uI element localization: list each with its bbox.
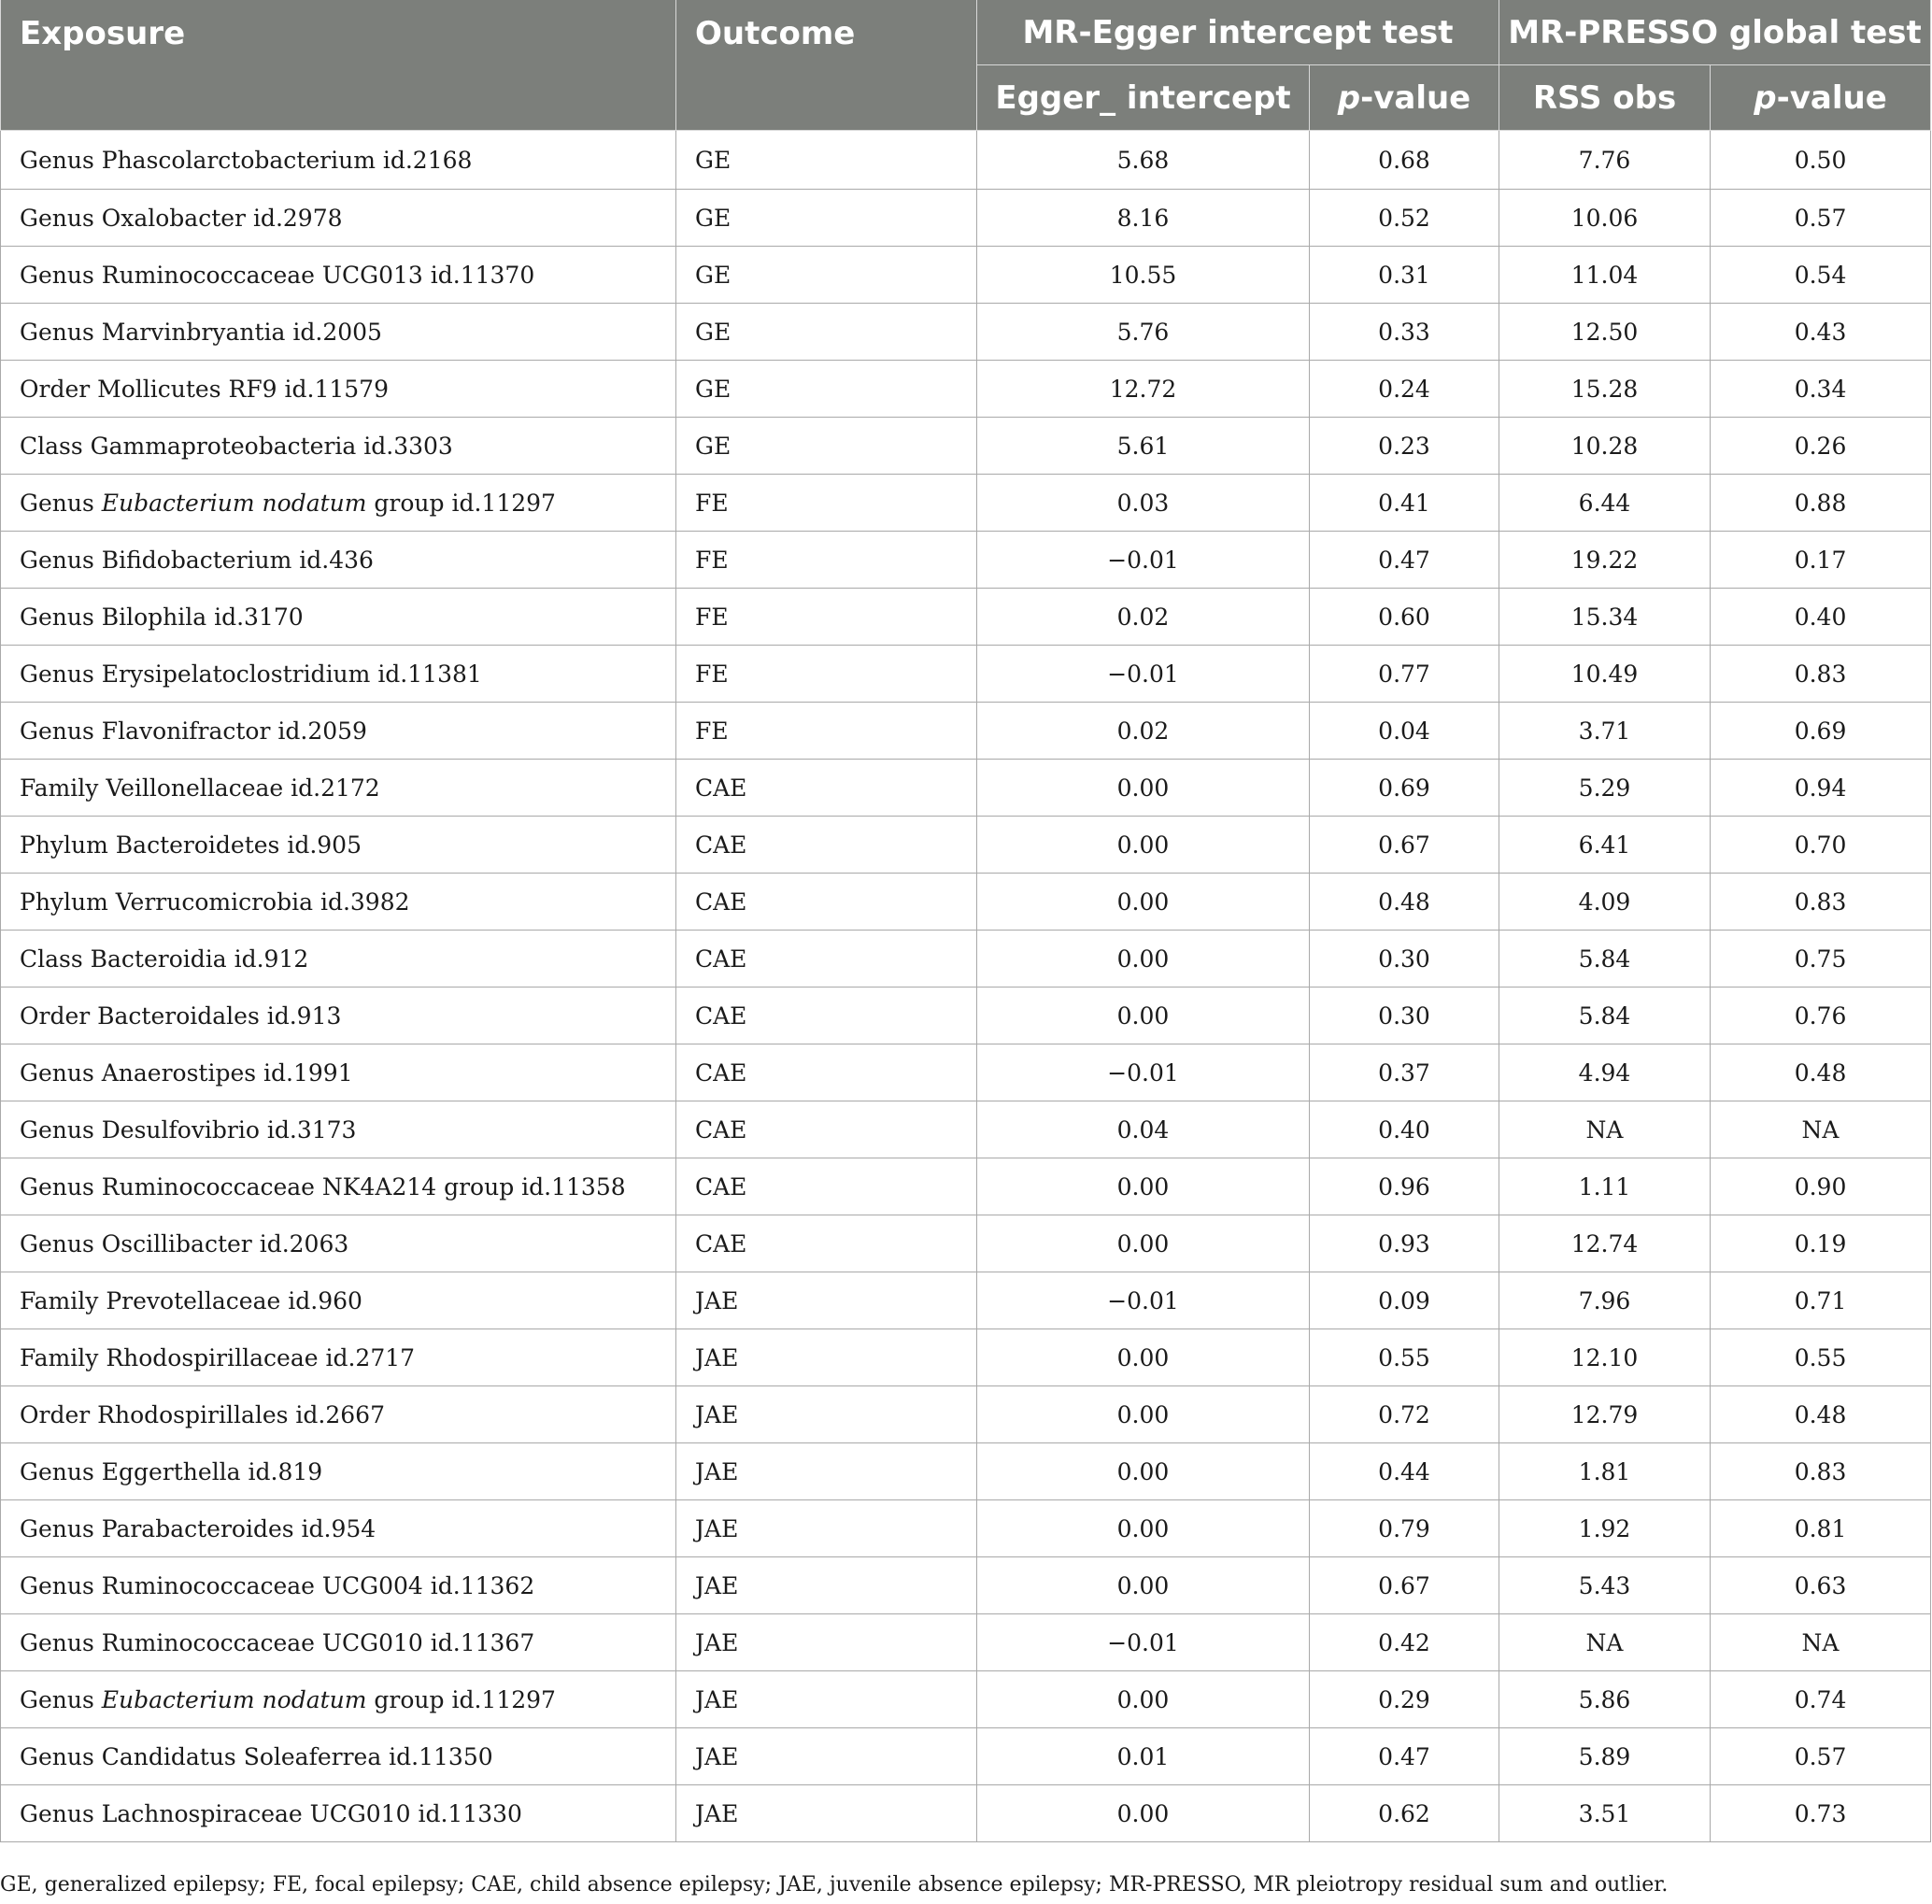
cell-outcome: FE [676,532,977,589]
exposure-text: Genus Oscillibacter id.2063 [20,1229,349,1257]
cell-presso-p-value: 0.17 [1711,532,1931,589]
cell-outcome: GE [676,418,977,475]
cell-rss-obs: 1.81 [1499,1443,1711,1500]
cell-egger-p-value: 0.55 [1310,1329,1499,1386]
cell-exposure [1,304,676,361]
cell-presso-p-value: NA [1711,1101,1931,1158]
cell-rss-obs: 7.76 [1499,131,1711,190]
cell-egger-intercept: −0.01 [977,1044,1310,1101]
table-row [1,304,1931,361]
table-row [1,247,1931,304]
cell-rss-obs: NA [1499,1101,1711,1158]
cell-outcome: GE [676,190,977,247]
exposure-text: Genus Erysipelatoclostridium id.11381 [20,660,482,688]
cell-rss-obs: 5.89 [1499,1728,1711,1785]
cell-presso-p-value: 0.57 [1711,190,1931,247]
cell-exposure [1,1329,676,1386]
exposure-text: Class Bacteroidia id.912 [20,945,309,973]
table-row [1,988,1931,1044]
cell-egger-p-value: 0.67 [1310,1557,1499,1614]
cell-egger-intercept: 0.03 [977,475,1310,532]
cell-outcome: JAE [676,1785,977,1842]
cell-egger-intercept: 0.00 [977,931,1310,988]
table-row [1,1158,1931,1215]
cell-egger-p-value: 0.77 [1310,646,1499,703]
cell-rss-obs: 4.94 [1499,1044,1711,1101]
cell-egger-intercept: 0.04 [977,1101,1310,1158]
cell-rss-obs: 3.51 [1499,1785,1711,1842]
cell-egger-intercept: 0.00 [977,760,1310,817]
cell-rss-obs: 5.29 [1499,760,1711,817]
exposure-text: Genus [20,1685,102,1713]
exposure-text: Genus Ruminococcaceae UCG004 id.11362 [20,1571,535,1599]
cell-exposure [1,1158,676,1215]
cell-egger-intercept: 0.01 [977,1728,1310,1785]
cell-outcome: CAE [676,988,977,1044]
table-row [1,1272,1931,1329]
cell-exposure [1,589,676,646]
exposure-text: Genus Desulfovibrio id.3173 [20,1115,357,1144]
cell-outcome: JAE [676,1671,977,1728]
cell-exposure [1,247,676,304]
cell-exposure [1,874,676,931]
cell-egger-p-value: 0.69 [1310,760,1499,817]
exposure-text-suffix: group id.11297 [366,1685,556,1713]
cell-egger-intercept: 0.00 [977,1386,1310,1443]
cell-egger-p-value: 0.67 [1310,817,1499,874]
cell-outcome: FE [676,646,977,703]
cell-presso-p-value: 0.34 [1711,361,1931,418]
table-row [1,646,1931,703]
cell-exposure [1,646,676,703]
cell-exposure [1,475,676,532]
cell-exposure [1,1671,676,1728]
header-egger-p-value [1310,65,1499,131]
cell-egger-intercept: 8.16 [977,190,1310,247]
cell-exposure [1,1443,676,1500]
cell-outcome: CAE [676,1044,977,1101]
cell-rss-obs: 5.84 [1499,931,1711,988]
table-row [1,760,1931,817]
cell-egger-intercept: 5.76 [977,304,1310,361]
cell-outcome: JAE [676,1386,977,1443]
cell-egger-intercept: 0.00 [977,1329,1310,1386]
cell-outcome: GE [676,304,977,361]
cell-egger-p-value: 0.30 [1310,988,1499,1044]
cell-egger-p-value: 0.31 [1310,247,1499,304]
cell-egger-intercept: 0.00 [977,874,1310,931]
cell-egger-p-value: 0.72 [1310,1386,1499,1443]
cell-rss-obs: 15.28 [1499,361,1711,418]
exposure-text: Genus Ruminococcaceae UCG010 id.11367 [20,1628,535,1656]
cell-rss-obs: 11.04 [1499,247,1711,304]
cell-egger-intercept: 12.72 [977,361,1310,418]
cell-exposure [1,1728,676,1785]
cell-exposure [1,931,676,988]
cell-exposure [1,1500,676,1557]
table-row [1,931,1931,988]
header-mr-presso-group: MR-PRESSO global test [1499,0,1931,65]
table-row [1,1500,1931,1557]
exposure-text: Genus Ruminococcaceae NK4A214 group id.11358 [20,1172,626,1201]
cell-egger-intercept: 0.00 [977,1215,1310,1272]
cell-outcome: JAE [676,1728,977,1785]
cell-outcome: CAE [676,1158,977,1215]
cell-exposure [1,361,676,418]
cell-rss-obs: 4.09 [1499,874,1711,931]
cell-egger-intercept: −0.01 [977,1272,1310,1329]
header-presso-p-value [1711,65,1931,131]
cell-presso-p-value: 0.73 [1711,1785,1931,1842]
cell-presso-p-value: 0.90 [1711,1158,1931,1215]
cell-egger-p-value: 0.52 [1310,190,1499,247]
cell-egger-intercept: −0.01 [977,1614,1310,1671]
exposure-text: Genus Flavonifractor id.2059 [20,717,367,745]
table-row [1,475,1931,532]
cell-presso-p-value: 0.74 [1711,1671,1931,1728]
cell-egger-intercept: 0.02 [977,703,1310,760]
table-row [1,1044,1931,1101]
exposure-text: Genus Oxalobacter id.2978 [20,204,343,232]
table-footnote: GE, generalized epilepsy; FE, focal epilepsy; CAE, child absence epilepsy; JAE, juvenile absence epilepsy; MR-PRESSO, MR pleiotropy residual sum and outlier. [0,1873,1669,1897]
cell-egger-p-value: 0.62 [1310,1785,1499,1842]
cell-egger-p-value: 0.96 [1310,1158,1499,1215]
exposure-text: Genus Eggerthella id.819 [20,1457,323,1485]
cell-egger-intercept: 10.55 [977,247,1310,304]
cell-presso-p-value: 0.63 [1711,1557,1931,1614]
cell-exposure [1,988,676,1044]
cell-rss-obs: 7.96 [1499,1272,1711,1329]
cell-egger-p-value: 0.33 [1310,304,1499,361]
cell-presso-p-value: 0.69 [1711,703,1931,760]
cell-exposure [1,1272,676,1329]
p-italic: p [1337,78,1361,117]
cell-presso-p-value: 0.26 [1711,418,1931,475]
cell-presso-p-value: 0.71 [1711,1272,1931,1329]
cell-exposure [1,760,676,817]
table-row [1,1329,1931,1386]
cell-egger-p-value: 0.30 [1310,931,1499,988]
cell-exposure [1,1044,676,1101]
cell-rss-obs: 10.49 [1499,646,1711,703]
cell-presso-p-value: 0.88 [1711,475,1931,532]
cell-presso-p-value: 0.19 [1711,1215,1931,1272]
cell-egger-intercept: 0.00 [977,1671,1310,1728]
cell-rss-obs: 5.84 [1499,988,1711,1044]
cell-egger-intercept: 0.00 [977,1500,1310,1557]
cell-exposure [1,1386,676,1443]
cell-exposure [1,703,676,760]
cell-presso-p-value: NA [1711,1614,1931,1671]
exposure-text: Family Veillonellaceae id.2172 [20,774,380,802]
cell-egger-intercept: 0.00 [977,817,1310,874]
cell-egger-p-value: 0.23 [1310,418,1499,475]
cell-egger-p-value: 0.37 [1310,1044,1499,1101]
cell-presso-p-value: 0.40 [1711,589,1931,646]
table-row [1,190,1931,247]
cell-presso-p-value: 0.57 [1711,1728,1931,1785]
cell-outcome: GE [676,361,977,418]
header-rss-obs: RSS obs [1499,65,1711,131]
cell-egger-p-value: 0.41 [1310,475,1499,532]
cell-presso-p-value: 0.48 [1711,1386,1931,1443]
cell-rss-obs: 6.41 [1499,817,1711,874]
cell-rss-obs: 12.10 [1499,1329,1711,1386]
exposure-text: Order Bacteroidales id.913 [20,1002,342,1030]
cell-outcome: FE [676,703,977,760]
table-row [1,1386,1931,1443]
cell-outcome: FE [676,589,977,646]
cell-outcome: CAE [676,1215,977,1272]
table-row [1,1557,1931,1614]
cell-egger-p-value: 0.24 [1310,361,1499,418]
cell-exposure [1,1614,676,1671]
header-outcome: Outcome [676,0,977,131]
cell-outcome: JAE [676,1329,977,1386]
table-row [1,1785,1931,1842]
cell-egger-p-value: 0.44 [1310,1443,1499,1500]
cell-exposure [1,1215,676,1272]
exposure-text: Genus Marvinbryantia id.2005 [20,318,382,346]
exposure-text: Genus Phascolarctobacterium id.2168 [20,146,473,174]
exposure-text: Family Prevotellaceae id.960 [20,1286,362,1314]
exposure-text: Genus Bilophila id.3170 [20,603,304,631]
cell-rss-obs: 5.43 [1499,1557,1711,1614]
table-row [1,703,1931,760]
table-row [1,1728,1931,1785]
cell-egger-p-value: 0.93 [1310,1215,1499,1272]
cell-outcome: JAE [676,1557,977,1614]
cell-outcome: FE [676,475,977,532]
table-row [1,589,1931,646]
cell-presso-p-value: 0.83 [1711,646,1931,703]
table-row [1,131,1931,190]
cell-outcome: CAE [676,1101,977,1158]
cell-egger-intercept: 0.00 [977,1443,1310,1500]
cell-outcome: CAE [676,874,977,931]
cell-egger-intercept: 0.02 [977,589,1310,646]
exposure-text: Genus Ruminococcaceae UCG013 id.11370 [20,261,535,289]
cell-presso-p-value: 0.48 [1711,1044,1931,1101]
cell-rss-obs: 5.86 [1499,1671,1711,1728]
cell-egger-p-value: 0.47 [1310,1728,1499,1785]
cell-rss-obs: 3.71 [1499,703,1711,760]
cell-egger-intercept: 0.00 [977,1557,1310,1614]
exposure-text: Genus Bifidobacterium id.436 [20,546,374,574]
table-row [1,1215,1931,1272]
exposure-text-suffix: group id.11297 [366,489,556,517]
p-suffix: -value [1360,78,1471,117]
cell-egger-p-value: 0.47 [1310,532,1499,589]
cell-outcome: JAE [676,1443,977,1500]
cell-outcome: GE [676,247,977,304]
cell-presso-p-value: 0.70 [1711,817,1931,874]
cell-egger-intercept: −0.01 [977,646,1310,703]
cell-rss-obs: 19.22 [1499,532,1711,589]
exposure-text: Order Mollicutes RF9 id.11579 [20,375,389,403]
cell-rss-obs: 10.28 [1499,418,1711,475]
cell-presso-p-value: 0.83 [1711,874,1931,931]
table-row [1,1614,1931,1671]
exposure-text: Family Rhodospirillaceae id.2717 [20,1343,416,1371]
cell-egger-p-value: 0.09 [1310,1272,1499,1329]
cell-rss-obs: 12.79 [1499,1386,1711,1443]
p-suffix: -value [1776,78,1887,117]
table-row [1,874,1931,931]
cell-rss-obs: NA [1499,1614,1711,1671]
table-row [1,1101,1931,1158]
cell-egger-p-value: 0.68 [1310,131,1499,190]
cell-outcome: JAE [676,1614,977,1671]
table-row [1,817,1931,874]
cell-egger-intercept: −0.01 [977,532,1310,589]
cell-presso-p-value: 0.76 [1711,988,1931,1044]
exposure-text: Phylum Verrucomicrobia id.3982 [20,888,410,916]
cell-outcome: GE [676,131,977,190]
cell-egger-p-value: 0.29 [1310,1671,1499,1728]
cell-egger-p-value: 0.40 [1310,1101,1499,1158]
cell-egger-intercept: 0.00 [977,1158,1310,1215]
cell-egger-intercept: 0.00 [977,988,1310,1044]
cell-exposure [1,1101,676,1158]
table-row [1,1671,1931,1728]
cell-egger-p-value: 0.48 [1310,874,1499,931]
exposure-italic-taxon: Eubacterium nodatum [101,489,367,517]
exposure-text: Genus Candidatus Soleaferrea id.11350 [20,1742,493,1770]
cell-rss-obs: 12.50 [1499,304,1711,361]
cell-exposure [1,190,676,247]
cell-presso-p-value: 0.50 [1711,131,1931,190]
exposure-text: Genus Lachnospiraceae UCG010 id.11330 [20,1799,522,1827]
cell-presso-p-value: 0.81 [1711,1500,1931,1557]
cell-egger-p-value: 0.42 [1310,1614,1499,1671]
cell-egger-p-value: 0.79 [1310,1500,1499,1557]
cell-rss-obs: 15.34 [1499,589,1711,646]
cell-rss-obs: 6.44 [1499,475,1711,532]
header-egger-intercept: Egger_ intercept [977,65,1310,131]
cell-exposure [1,131,676,190]
cell-presso-p-value: 0.54 [1711,247,1931,304]
cell-exposure [1,1785,676,1842]
cell-outcome: CAE [676,931,977,988]
table-row [1,532,1931,589]
cell-presso-p-value: 0.83 [1711,1443,1931,1500]
cell-rss-obs: 10.06 [1499,190,1711,247]
cell-exposure [1,532,676,589]
cell-presso-p-value: 0.55 [1711,1329,1931,1386]
exposure-text: Genus [20,489,102,517]
table-header [1,0,1931,131]
exposure-text: Genus Anaerostipes id.1991 [20,1059,353,1087]
table-row [1,361,1931,418]
cell-presso-p-value: 0.43 [1711,304,1931,361]
exposure-text: Genus Parabacteroides id.954 [20,1514,376,1542]
cell-egger-p-value: 0.60 [1310,589,1499,646]
cell-rss-obs: 1.92 [1499,1500,1711,1557]
cell-exposure [1,418,676,475]
cell-rss-obs: 12.74 [1499,1215,1711,1272]
cell-outcome: CAE [676,817,977,874]
header-mr-egger-group: MR-Egger intercept test [977,0,1499,65]
header-exposure: Exposure [1,0,676,131]
cell-exposure [1,817,676,874]
cell-presso-p-value: 0.75 [1711,931,1931,988]
cell-egger-intercept: 5.68 [977,131,1310,190]
cell-rss-obs: 1.11 [1499,1158,1711,1215]
p-italic: p [1754,78,1777,117]
table-row [1,418,1931,475]
cell-outcome: JAE [676,1500,977,1557]
table-row [1,1443,1931,1500]
cell-presso-p-value: 0.94 [1711,760,1931,817]
table-body [1,131,1931,1842]
cell-outcome: JAE [676,1272,977,1329]
exposure-text: Order Rhodospirillales id.2667 [20,1400,385,1428]
cell-egger-intercept: 0.00 [977,1785,1310,1842]
cell-exposure [1,1557,676,1614]
exposure-italic-taxon: Eubacterium nodatum [101,1685,367,1713]
cell-egger-p-value: 0.04 [1310,703,1499,760]
cell-outcome: CAE [676,760,977,817]
exposure-text: Class Gammaproteobacteria id.3303 [20,432,453,460]
exposure-text: Phylum Bacteroidetes id.905 [20,831,362,859]
cell-egger-intercept: 5.61 [977,418,1310,475]
